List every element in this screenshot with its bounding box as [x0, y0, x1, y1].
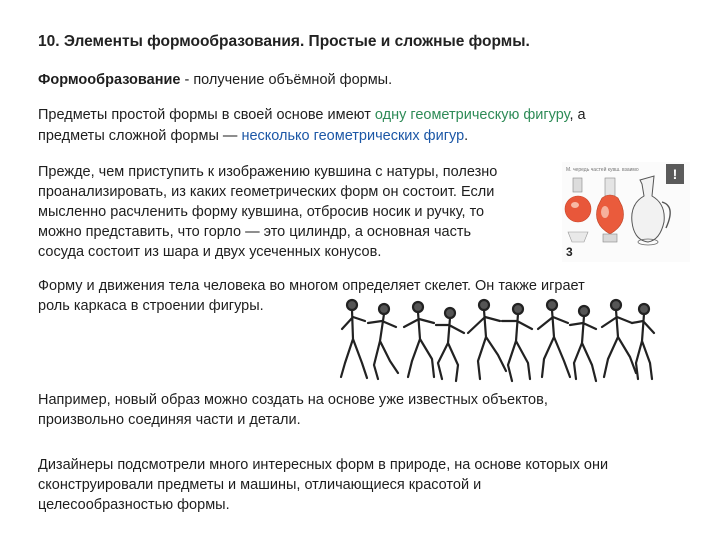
forms-line-2: [38, 126, 468, 147]
figure-5: [468, 300, 506, 379]
definition-line: [38, 70, 392, 91]
figure-number: 3: [566, 245, 573, 259]
jug-line: Прежде, чем приступить к изображению кувшина с натуры, полезно: [38, 164, 498, 180]
forms-line-1: [38, 105, 586, 126]
jug-caption: М. чередь частей кувш. взаимо: [566, 167, 639, 173]
sphere-body-shape: [565, 196, 591, 222]
skeleton-line: Форму и движения тела человека во многом определяет скелет. Он также играет: [38, 278, 585, 294]
designers-line: целесообразностью формы.: [38, 497, 230, 513]
figure-8: [570, 306, 596, 381]
figure-7: [538, 300, 570, 377]
designers-line: Дизайнеры подсмотрели много интересных форм в природе, на основе которых они: [38, 457, 609, 473]
jug-illustration: [562, 162, 690, 262]
simple-form-highlight: одну геометрическую фигуру: [374, 107, 570, 123]
complex-form-highlight: несколько геометрических фигур: [241, 128, 465, 144]
slide-title: 10. Элементы формообразования. Простые и сложные формы.: [38, 33, 530, 50]
definition-text: - получение объёмной формы.: [180, 72, 393, 88]
designers-line: сконструировали предметы и машины, отличающиеся красотой и: [38, 477, 482, 493]
skeleton-line: роль каркаса в строении фигуры.: [38, 298, 264, 314]
jug-line: проанализировать, из каких геометрических форм он состоит. Если: [38, 184, 495, 200]
forms-text: .: [464, 128, 469, 144]
figure-4: [436, 308, 464, 381]
figure-10: [632, 304, 654, 379]
dancing-figures-image: [338, 293, 656, 385]
figure-6: [502, 304, 532, 381]
figure-2: [368, 304, 398, 379]
jug-line: мысленно расчленить форму кувшина, отбросив носик и ручку, то: [38, 204, 485, 220]
figure-9: [602, 300, 636, 377]
jug-line: сосуда состоит из шара и двух усеченных конусов.: [38, 244, 382, 260]
badge-text: !: [672, 166, 678, 182]
forms-text: предметы сложной формы —: [38, 128, 242, 144]
forms-text: , а: [569, 107, 586, 123]
cylinder-neck-shape: [573, 178, 582, 192]
jug-line: можно представить, что горло — это цилиндр, а основная часть: [38, 224, 472, 240]
figure-1: [341, 300, 367, 378]
definition-term: Формообразование: [38, 72, 181, 88]
figure-3: [404, 302, 434, 377]
example-line: Например, новый образ можно создать на основе уже известных объектов,: [38, 392, 548, 408]
example-line: произвольно соединяя части и детали.: [38, 412, 301, 428]
forms-text: Предметы простой формы в своей основе имеют: [38, 107, 375, 123]
